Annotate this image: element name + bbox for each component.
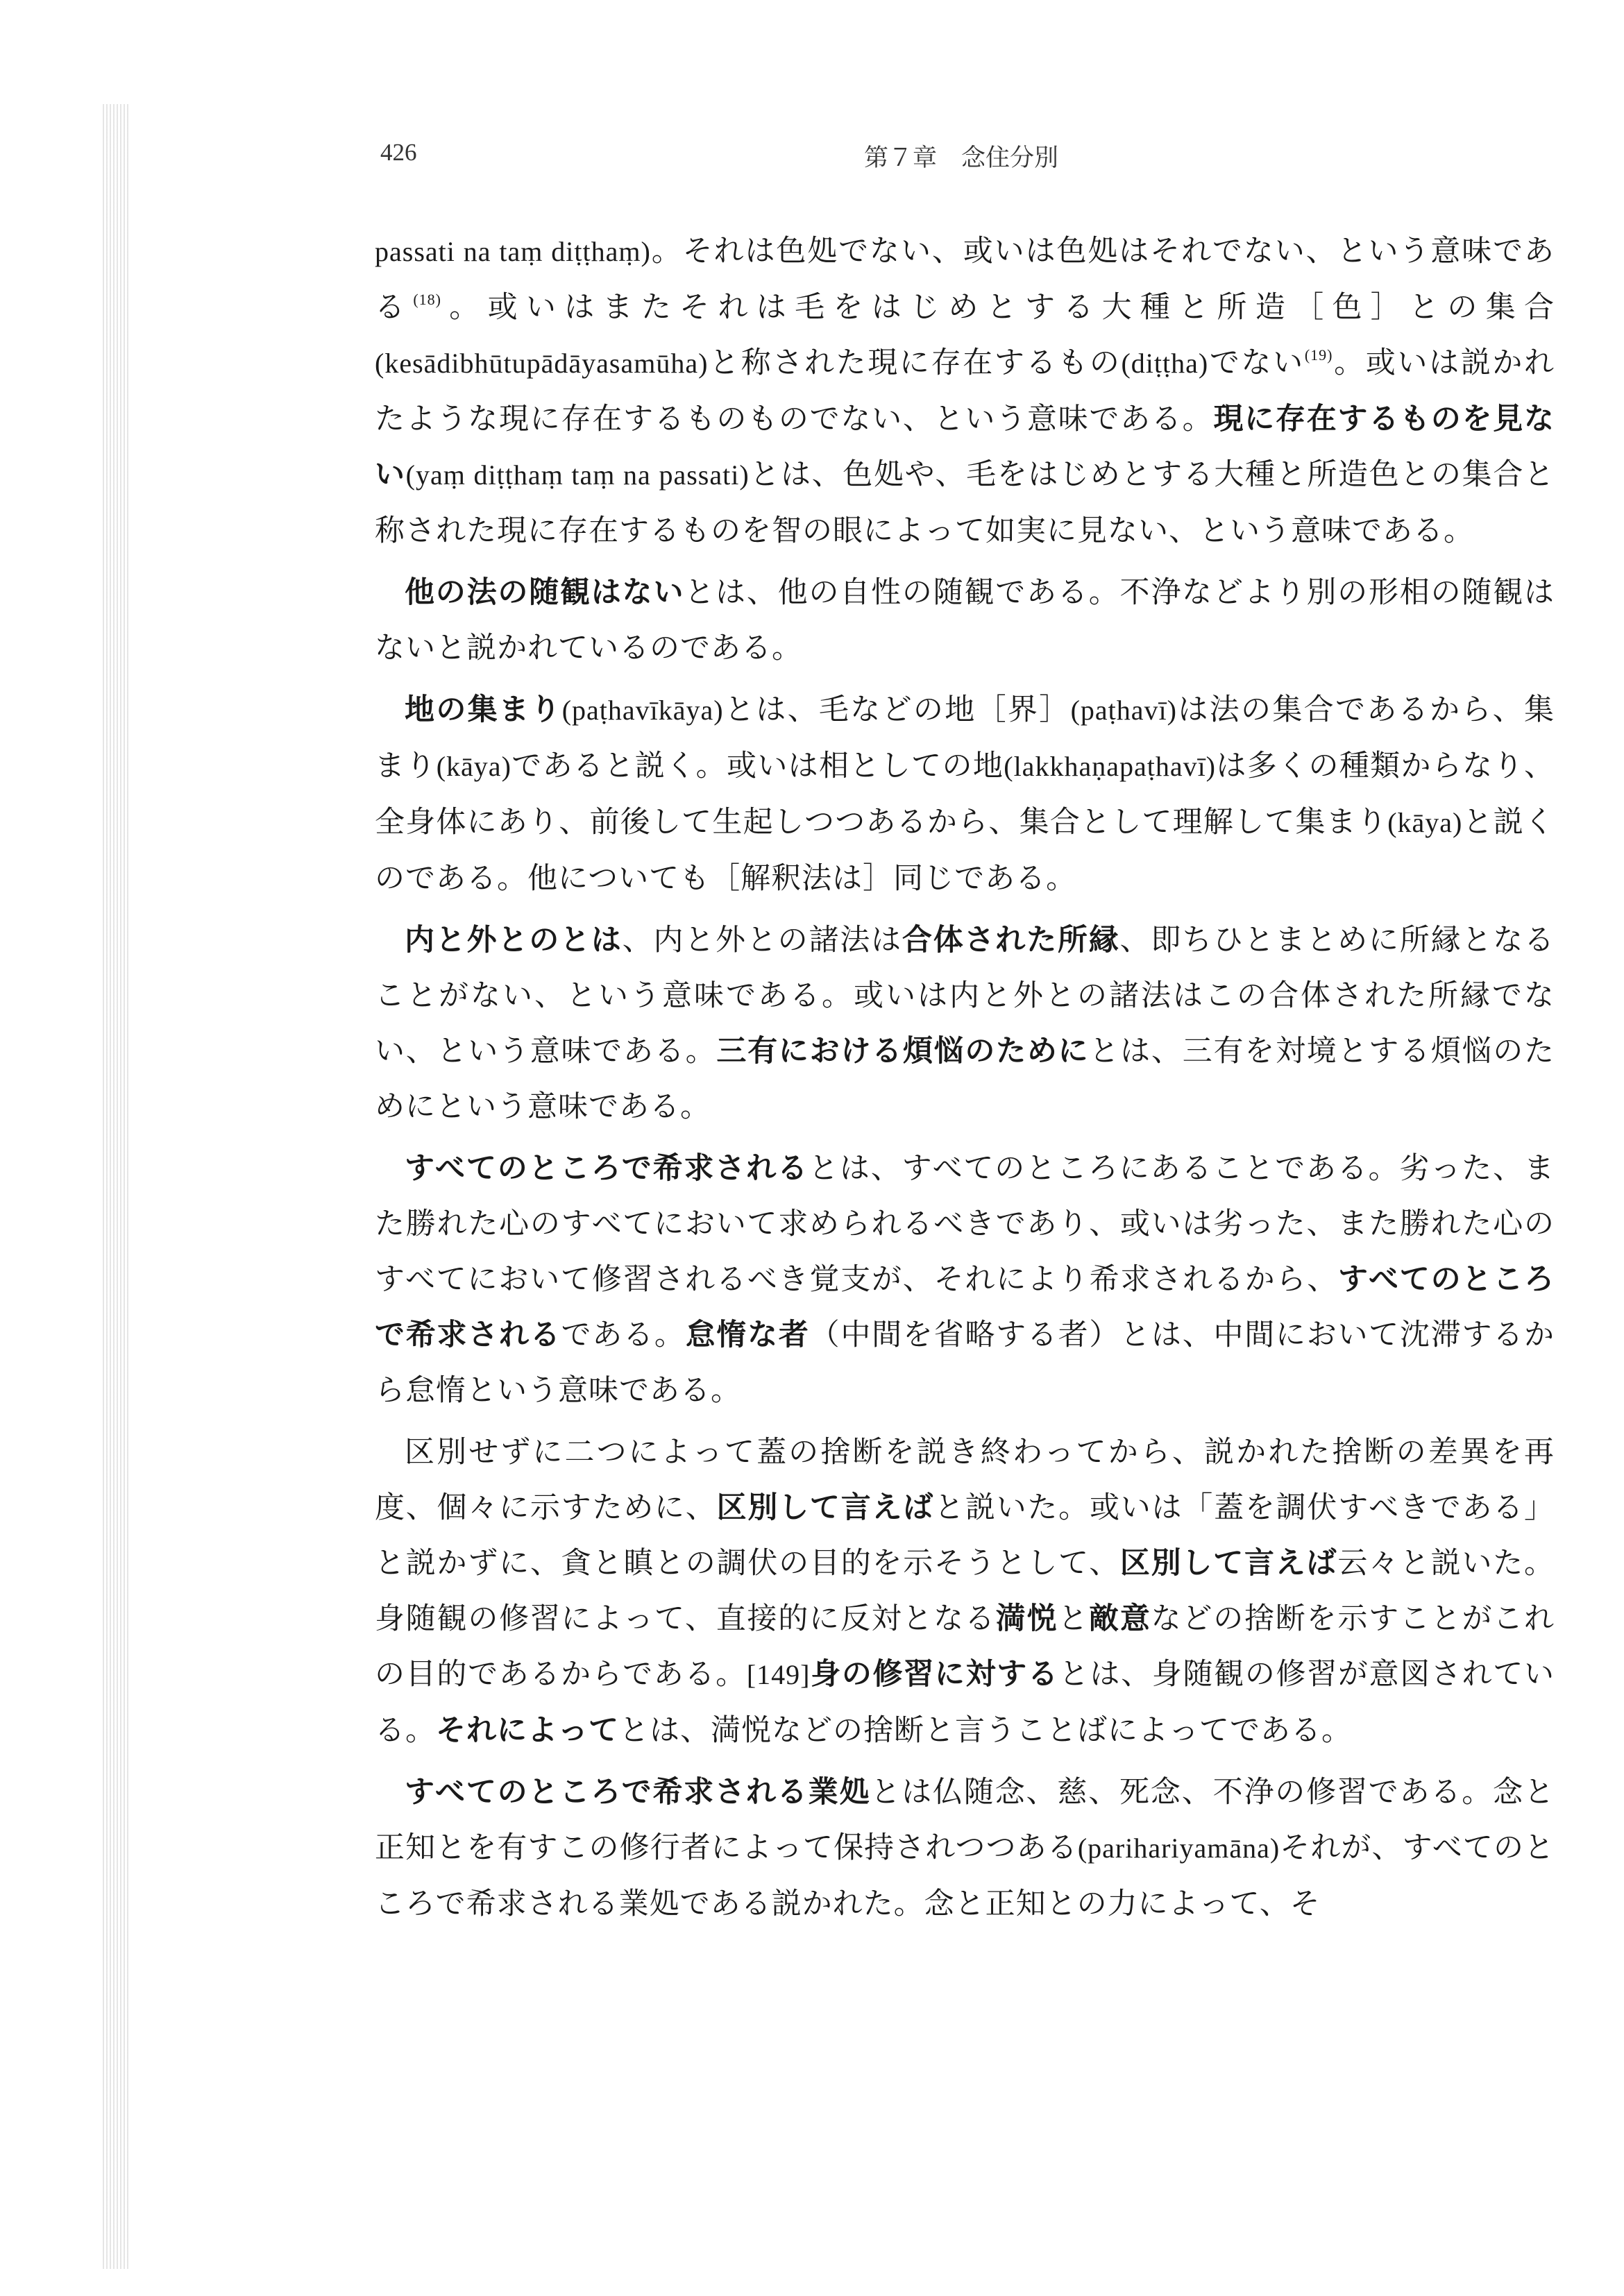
text-run: 。それは色処でない、或いは色処はそれでない、という意味である	[375, 234, 1555, 325]
lemma-bold: 怠惰な者	[685, 1318, 810, 1352]
text-run: などの捨断を示すことがこれの目的であるからである。	[375, 1601, 1555, 1692]
text-run: 区別せずに二つによって蓋の捨断を説き終わってから、説かれた捨断の差異を再度、個々に示すために、	[375, 1435, 1555, 1525]
text-run: 。或いは説かれたような現に存在するものものでない、という意味である。	[375, 346, 1555, 436]
lemma-bold: 地の集まり	[405, 692, 562, 727]
paragraph	[375, 1425, 1555, 1758]
lemma-bold: 身の修習に対する	[810, 1657, 1059, 1692]
page-number: 426	[380, 139, 417, 166]
paragraph	[375, 565, 1555, 676]
lemma-bold: 現に存在するものを見ない	[375, 402, 1555, 492]
running-head: 第７章 念住分別	[864, 144, 1059, 171]
text-run: であると説く。或いは相としての地	[511, 749, 1004, 783]
text-run: とは、三有を対境とする煩悩のためにという意味である。	[375, 1034, 1555, 1124]
pali-term: (kesādibhūtupādāyasamūha)	[375, 348, 709, 379]
lemma-bold: 区別して言えば	[1119, 1546, 1338, 1581]
lemma-bold: すべてのところで希求される	[405, 1151, 809, 1186]
lemma-bold: それによって	[436, 1713, 619, 1748]
text-run: である。	[561, 1318, 686, 1352]
text-run: と説くのである。他についても［解釈法は］同じである。	[375, 805, 1555, 896]
text-run: と	[1058, 1601, 1090, 1636]
text-run: 。或いはまたそれは毛をはじめとする大種と所造［色］との集合	[441, 290, 1555, 325]
lemma-bold: 三有における煩悩のために	[716, 1034, 1090, 1069]
text-run: とは、他の自性の随観である。不浄などより別の形相の随観はないと説かれているのである。	[375, 575, 1555, 665]
pali-term: (parihariyamāna)	[1077, 1832, 1280, 1864]
text-run: とは、満悦などの捨断と言うことばによってである。	[619, 1713, 1352, 1748]
pali-term: (paṭhavīkāya)	[561, 695, 724, 726]
lemma-bold: 区別して言えば	[716, 1490, 935, 1525]
pali-term: (paṭhavī)	[1070, 695, 1177, 726]
footnote-marker: (18)	[413, 291, 441, 308]
lemma-bold: 敵意	[1089, 1601, 1151, 1636]
lemma-bold: 他の法の随観はない	[405, 575, 685, 610]
body-text	[375, 223, 1555, 1938]
paragraph	[375, 1141, 1555, 1418]
lemma-bold: 内と外とのとは	[405, 923, 623, 958]
lemma-bold: 満悦	[995, 1601, 1058, 1636]
text-run: 云々と説いた。身随観の修習によって、直接的に反対となる	[375, 1546, 1555, 1636]
text-run: とは、身随観の修習が意図されている。	[375, 1657, 1555, 1748]
text-run: それが、すべてのところで希求される業処である説かれた。念と正知との力によって、そ	[375, 1830, 1555, 1921]
pali-term: (lakkhaṇapaṭhavī)	[1004, 751, 1216, 782]
text-run: と説いた。或いは「蓋を調伏すべきである」と説かずに、貪と瞋との調伏の目的を示そうとして、	[375, 1490, 1555, 1581]
pali-term: passati na taṃ diṭṭhaṃ)	[375, 236, 651, 267]
text-run: とは、色処や、毛をはじめとする大種と所造色との集合と称された現に存在するものを智の眼によって如実に見ない、という意味である。	[375, 457, 1555, 548]
paragraph	[375, 682, 1555, 906]
text-run: とは、すべてのところにあることである。劣った、また勝れた心のすべてにおいて求められるべきであり、或いは劣った、また勝れた心のすべてにおいて修習されるべき覚支が、それにより希求されるから、	[375, 1151, 1555, 1297]
pali-term: (diṭṭha)	[1121, 348, 1209, 379]
page-header	[380, 139, 1624, 180]
text-run: 、即ちひとまとめに所縁となることがない、という意味である。或いは内と外との諸法はこの合体された所縁でない、という意味である。	[375, 923, 1555, 1069]
text-run: 、内と外との諸法は	[622, 923, 902, 958]
text-run: は法の集合であるから、集まり	[375, 692, 1555, 783]
paragraph	[375, 223, 1555, 559]
pali-term: (yaṃ diṭṭhaṃ taṃ na passati)	[405, 459, 750, 491]
text-run: とは仏随念、慈、死念、不浄の修習である。念と正知とを有すこの修行者によって保持されつつある	[375, 1775, 1555, 1865]
lemma-bold: すべてのところで希求される業処	[405, 1775, 871, 1810]
text-run: と称された現に存在するもの	[708, 346, 1122, 380]
binding-edge-scan-artifact	[103, 104, 129, 2269]
paragraph	[375, 912, 1555, 1134]
lemma-bold: 合体された所縁	[902, 923, 1120, 958]
text-run: でない	[1208, 346, 1305, 380]
text-run: とは、毛などの地［界］	[723, 692, 1071, 727]
text-run: は多くの種類からなり、全身体にあり、前後して生起しつつあるから、集合として理解して集まり	[375, 749, 1555, 840]
pali-term: (kāya)	[436, 751, 511, 782]
pali-term: [149]	[746, 1659, 811, 1690]
footnote-marker: (19)	[1304, 346, 1333, 364]
lemma-bold: すべてのところで希求される	[375, 1262, 1555, 1352]
text-run: （中間を省略する者）とは、中間において沈滞するから怠惰という意味である。	[375, 1318, 1555, 1408]
pali-term: (kāya)	[1387, 807, 1463, 838]
paragraph	[375, 1764, 1555, 1932]
